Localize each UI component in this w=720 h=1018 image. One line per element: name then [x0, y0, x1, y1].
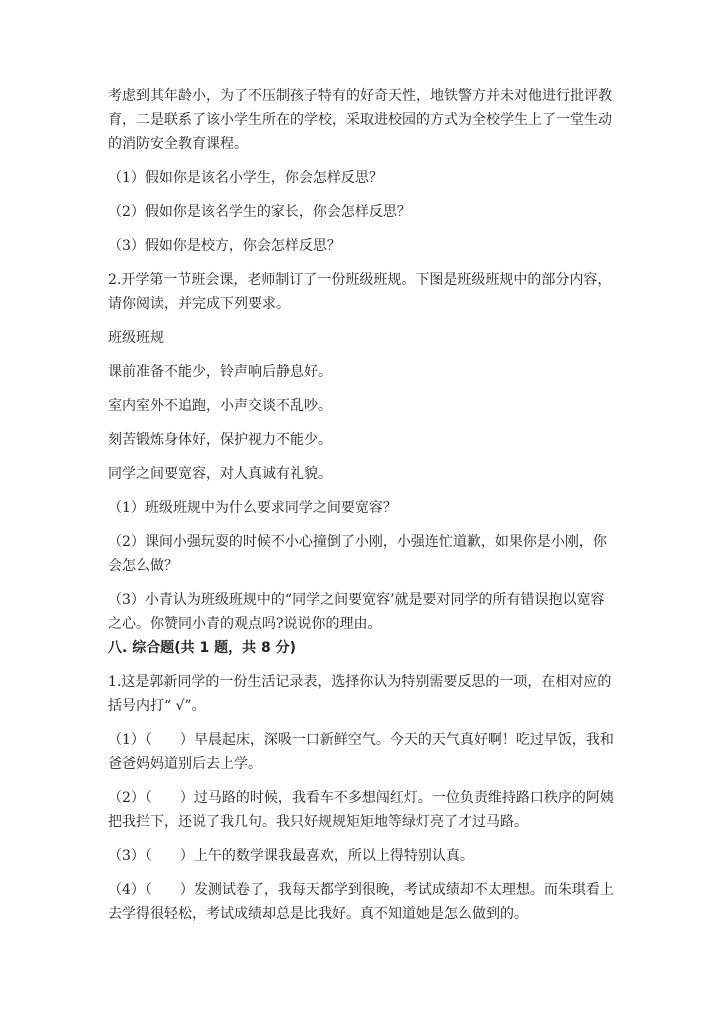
q2-item-3: （3）小青认为班级班规中的“同学之间要宽容’就是要对同学的所有错误抱以宽容之心。你赞同小青的观点吗?说说你的理由。	[108, 592, 605, 632]
rule-item: 课前准备不能少，铃声响后静息好。	[108, 364, 332, 380]
rule-item: 同学之间要宽容，对人真诚有礼貌。	[108, 466, 332, 482]
rule-item: 室内室外不追跑，小声交谈不乱吵。	[108, 398, 332, 414]
question-2-prompt: 2.开学第一节班会课，老师制订了一份班级班规。下图是班级班规中的部分内容，请你阅读，并完成下列要求。	[108, 272, 612, 312]
document-page	[108, 84, 614, 926]
q1-item-1: （1）假如你是该名小学生，你会怎样反思？	[108, 170, 383, 186]
q1-item-3: （3）假如你是校方，你会怎样反思？	[108, 238, 341, 254]
rules-title: 班级班规	[108, 330, 164, 346]
q3-item-4: （4）（ ）发测试卷了，我每天都学到很晚，考试成绩却不太理想。而朱琪看上去学得很轻松，考试成绩却总是比我好。真不知道她是怎么做到的。	[108, 882, 614, 922]
question-3-prompt: 1.这是郭新同学的一份生活记录表，选择你认为特别需要反思的一项，在相对应的括号内打“ √”。	[108, 674, 612, 714]
q2-item-2: （2）课间小强玩耍的时候不小心撞倒了小刚，小强连忙道歉，如果你是小刚，你会怎么做？	[108, 534, 607, 574]
section-heading: 八. 综合题(共 1 题，共 8 分)	[108, 640, 296, 656]
q2-item-1: （1）班级班规中为什么要求同学之间要宽容？	[108, 500, 397, 516]
q3-item-3: （3）（ ）上午的数学课我最喜欢，所以上得特别认真。	[108, 848, 474, 864]
rule-item: 刻苦锻炼身体好，保护视力不能少。	[108, 432, 332, 448]
q3-item-2: （2）（ ）过马路的时候，我看车不多想闯红灯。一位负责维持路口秩序的阿姨把我拦下，还说了我几句。我只好规规矩矩地等绿灯亮了才过马路。	[108, 790, 614, 830]
q3-item-1: （1）（ ）早晨起床，深吸一口新鲜空气。今天的天气真好啊！吃过早饭，我和爸爸妈妈道别后去上学。	[108, 732, 614, 772]
intro-paragraph: 考虑到其年龄小，为了不压制孩子特有的好奇天性，地铁警方并未对他进行批评教育，二是联系了该小学生所在的学校，采取进校园的方式为全校学生上了一堂生动的消防安全教育课程。	[108, 88, 612, 152]
q1-item-2: （2）假如你是该名学生的家长，你会怎样反思？	[108, 204, 411, 220]
